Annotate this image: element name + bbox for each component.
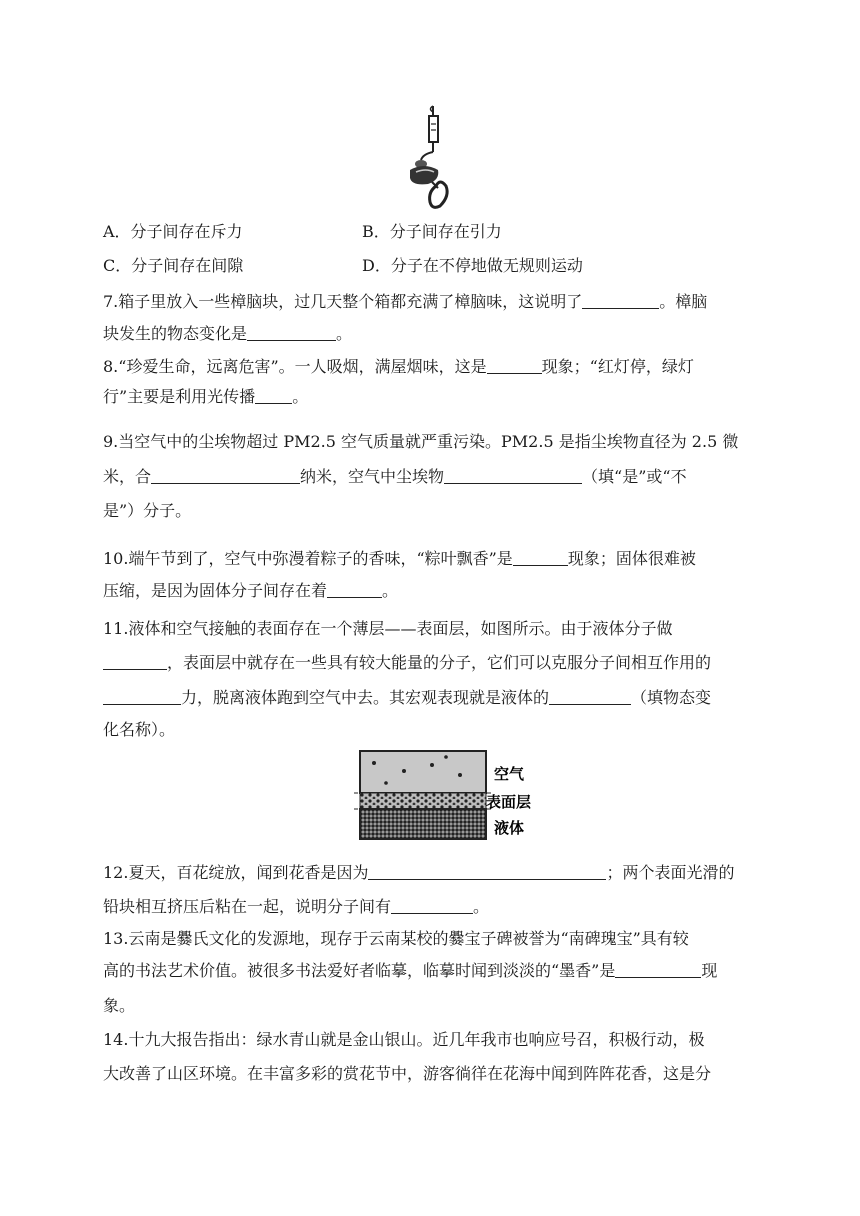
answer-blank[interactable] bbox=[103, 688, 181, 705]
answer-blank[interactable] bbox=[247, 324, 336, 341]
question-9-line-3: 是”）分子。 bbox=[103, 501, 192, 520]
question-13-line-3: 象。 bbox=[103, 996, 136, 1015]
liquid-label: 液体 bbox=[494, 819, 525, 837]
answer-blank[interactable] bbox=[582, 292, 659, 309]
question-10-line-2: 压缩，是因为固体分子间存在着 。 bbox=[103, 581, 399, 600]
answer-blank[interactable] bbox=[549, 688, 631, 705]
question-12-line-2: 铅块相互挤压后粘在一起，说明分子间有 。 bbox=[103, 897, 490, 916]
question-11-line-4: 化名称）。 bbox=[103, 720, 176, 739]
question-14-line-2: 大改善了山区环境。在丰富多彩的赏花节中，游客徜徉在花海中闻到阵阵花香，这是分 bbox=[103, 1064, 712, 1083]
question-14-line-1: 14.十九大报告指出：绿水青山就是金山银山。近几年我市也响应号召，积极行动，极 bbox=[103, 1030, 705, 1049]
lead-blocks-figure bbox=[400, 104, 460, 216]
answer-blank[interactable] bbox=[513, 549, 568, 566]
option-b: B．分子间存在引力 bbox=[362, 222, 502, 241]
question-8-line-1: 8.“珍爱生命，远离危害”。一人吸烟，满屋烟味，这是 现象；“红灯停，绿灯 bbox=[103, 357, 694, 376]
answer-blank[interactable] bbox=[615, 961, 701, 978]
question-11-line-1: 11.液体和空气接触的表面存在一个薄层——表面层，如图所示。由于液体分子做 bbox=[103, 619, 673, 638]
question-9-line-1: 9.当空气中的尘埃物超过 PM2.5 空气质量就严重污染。PM2.5 是指尘埃物直径为 2.5 微 bbox=[103, 432, 739, 451]
question-7-line-2: 块发生的物态变化是 。 bbox=[103, 324, 353, 343]
question-11-line-2: ，表面层中就存在一些具有较大能量的分子，它们可以克服分子间相互作用的 bbox=[103, 653, 711, 673]
option-d: D．分子在不停地做无规则运动 bbox=[362, 256, 583, 275]
air-label: 空气 bbox=[494, 765, 525, 783]
answer-blank[interactable] bbox=[327, 581, 382, 598]
question-9-line-2: 米，合 纳米，空气中尘埃物 （填“是”或“不 bbox=[103, 467, 687, 486]
question-10-line-1: 10.端午节到了，空气中弥漫着粽子的香味，“粽叶飘香”是 现象；固体很难被 bbox=[103, 549, 696, 568]
surface-layer-figure bbox=[352, 745, 542, 843]
answer-blank[interactable] bbox=[444, 467, 582, 484]
question-12-line-1: 12.夏天，百花绽放，闻到花香是因为 ；两个表面光滑的 bbox=[103, 863, 735, 882]
option-a: A．分子间存在斥力 bbox=[103, 222, 243, 241]
question-8-line-2: 行”主要是利用光传播 。 bbox=[103, 387, 309, 406]
question-7-line-1: 7.箱子里放入一些樟脑块，过几天整个箱都充满了樟脑味，这说明了 。樟脑 bbox=[103, 292, 708, 311]
answer-blank[interactable] bbox=[391, 897, 473, 914]
question-13-line-1: 13.云南是爨氏文化的发源地，现存于云南某校的爨宝子碑被誉为“南碑瑰宝”具有较 bbox=[103, 929, 689, 948]
question-11-line-3: 力，脱离液体跑到空气中去。其宏观表现就是液体的 （填物态变 bbox=[103, 688, 711, 708]
option-c: C．分子间存在间隙 bbox=[103, 256, 244, 275]
question-13-line-2: 高的书法艺术价值。被很多书法爱好者临摹，临摹时闻到淡淡的“墨香”是 现 bbox=[103, 961, 718, 980]
answer-blank[interactable] bbox=[368, 863, 606, 880]
answer-blank[interactable] bbox=[255, 387, 292, 404]
answer-blank[interactable] bbox=[151, 467, 300, 484]
surface-layer-label: 表面层 bbox=[486, 793, 532, 811]
answer-blank[interactable] bbox=[103, 653, 167, 670]
answer-blank[interactable] bbox=[487, 357, 542, 374]
